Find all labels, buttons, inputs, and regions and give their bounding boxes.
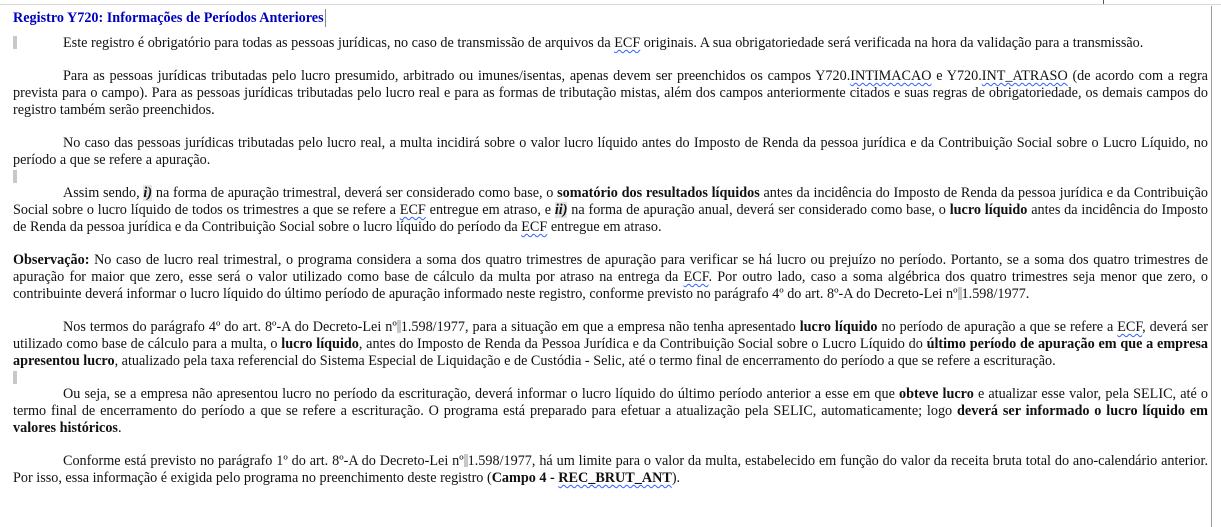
p4-item-i: i) <box>143 185 153 201</box>
p6-text-b: 1.598/1977, para a situação em que a empresa não tenha apresentado <box>400 319 800 335</box>
p4-text-g: entregue em atraso. <box>547 219 662 235</box>
p5-ecf: ECF <box>683 269 709 285</box>
ruler-top-edge <box>0 0 1221 5</box>
formatting-mark <box>13 371 17 384</box>
p4-ecf-2: ECF <box>521 219 548 235</box>
p5-text-b: . Por outro lado, caso a soma algébrica dos quatro trimestres seja menor que zero, o contribuinte deverá informar o lucro líquido do último período de apuração informado neste registro, conforme previsto no parágrafo 4º do art. 8º-A do Decreto-Lei nº <box>13 269 1208 302</box>
page-right-margin-line <box>1211 6 1212 527</box>
p2-field-int-atraso: INT_ATRASO <box>981 68 1068 84</box>
p2-text-a: Para as pessoas jurídicas tributadas pelo lucro presumido, arbitrado ou imunes/isentas, apenas devem ser preenchidos os campos Y720. <box>63 68 851 84</box>
paragraph-7[interactable] <box>13 386 1208 437</box>
ruler-tick <box>1103 0 1104 4</box>
p1-text-b: originais. A sua obrigatoriedade será verificada na hora da validação para a transmissão. <box>640 35 1144 51</box>
p4-item-ii: ii) <box>554 202 568 218</box>
paragraph-2[interactable] <box>13 68 1208 119</box>
p2-field-intimacao: INTIMACAO <box>850 68 932 84</box>
paragraph-8[interactable] <box>13 453 1208 487</box>
paragraph-1[interactable] <box>13 35 1208 52</box>
p4-ecf-1: ECF <box>399 202 426 218</box>
p4-text-d: entregue em atraso, e <box>425 202 555 218</box>
p8-text-b: 1.598/1977, há um limite para o valor da multa, estabelecido em função do valor da receita bruta total do ano-calendário anterior. Por isso, essa informação é exigida pelo programa no preenchimento deste registro ( <box>13 453 1208 486</box>
paragraph-gap <box>13 236 1208 252</box>
p6-text-f: , atualizado pela taxa referencial do Sistema Especial de Liquidação e de Custódia - Selic, até o termo final de encerramento do período a que se refere a escrituração. <box>114 353 1056 369</box>
p6-bold-lucro-1: lucro líquido <box>799 319 878 335</box>
p1-ecf: ECF <box>614 35 641 51</box>
p6-ecf: ECF <box>1117 319 1143 335</box>
p7-bold-obteve-lucro: obteve lucro <box>899 386 974 402</box>
p6-bold-ultimo-periodo: último período de apuração em que a empresa apresentou lucro <box>13 336 1208 369</box>
p2-text-c: (de acordo com a regra prevista para o campo). Para as pessoas jurídicas tributadas pelo lucro real e para as formas de tributação mistas, além dos campos anteriormente citados e suas regras de obrigatoriedade, os demais campos do registro também serão preenchidos. <box>13 68 1208 118</box>
paragraph-5[interactable] <box>13 252 1208 303</box>
p6-text-c: no período de apuração a que se refere a <box>877 319 1118 335</box>
paragraph-6[interactable] <box>13 319 1208 370</box>
p4-bold-somatorio: somatório dos resultados líquidos <box>557 185 760 201</box>
p7-text-a: Ou seja, se a empresa não apresentou lucro no período da escrituração, deverá informar o lucro líquido do último período anterior a esse em que <box>63 386 900 402</box>
p4-text-f: antes da incidência do Imposto de Renda da pessoa jurídica e da Contribuição Social sobre o lucro líquido do período da <box>13 202 1209 235</box>
p5-text-c: 1.598/1977. <box>961 286 1030 302</box>
section-title[interactable]: Registro Y720: Informações de Períodos Anteriores <box>13 10 324 26</box>
p4-text-c: antes da incidência do Imposto de Renda da pessoa jurídica e da Contribuição Social sobre o lucro líquido de todos os trimestres a que se refere a <box>13 185 1208 218</box>
paragraph-4[interactable] <box>13 185 1208 236</box>
p3-text: No caso das pessoas jurídicas tributadas pelo lucro real, a multa incidirá sobre o valor lucro líquido antes do Imposto de Renda da pessoa jurídica e da Contribuição Social sobre o Lucro Líquido, no período a que se refere a apuração. <box>13 135 1208 168</box>
p4-text-e: na forma de apuração anual, deverá ser considerado como base, o <box>567 202 950 218</box>
p6-text-a: Nos termos do parágrafo 4º do art. 8º-A do Decreto-Lei nº <box>63 319 397 335</box>
formatting-mark <box>13 170 17 183</box>
p2-text-b: e Y720. <box>931 68 982 84</box>
p5-label: Observação: <box>13 252 90 268</box>
p6-bold-lucro-2: lucro líquido <box>281 336 359 352</box>
p1-text-a: Este registro é obrigatório para todas as pessoas jurídicas, no caso de transmissão de arquivos da <box>63 35 615 51</box>
p7-text-b: e atualizar esse valor, pela SELIC, até o termo final de encerramento do período a que se refere a escrituração. O programa está preparado para efetuar a atualização pela SELIC, automaticamente; logo <box>13 386 1208 419</box>
paragraph-gap <box>13 437 1208 453</box>
p6-text-e: , antes do Imposto de Renda da Pessoa Jurídica e da Contribuição Social sobre o Lucro Líquido do <box>358 336 927 352</box>
p6-text-d: , deverá ser utilizado como base de cálculo para a multa, o <box>13 319 1208 352</box>
paragraph-gap <box>13 52 1208 68</box>
p8-text-c: ). <box>671 470 681 486</box>
paragraph-3[interactable] <box>13 135 1208 169</box>
document-body <box>13 9 1208 487</box>
p4-bold-lucro: lucro líquido <box>949 202 1028 218</box>
p8-text-a: Conforme está previsto no parágrafo 1º do art. 8º-A do Decreto-Lei nº <box>63 453 464 469</box>
p8-bold-campo: Campo 4 - <box>491 470 559 486</box>
p4-text-a: Assim sendo, <box>63 185 144 201</box>
paragraph-gap <box>13 119 1208 135</box>
p4-text-b: na forma de apuração trimestral, deverá ser considerado como base, o <box>152 185 558 201</box>
p7-text-c: . <box>117 420 122 436</box>
p8-field-rec-brut-ant: REC_BRUT_ANT <box>558 470 672 486</box>
p5-text-a: No caso de lucro real trimestral, o programa considera a soma dos quatro trimestres de apuração para verificar se há lucro ou prejuízo no período. Portanto, se a soma dos quatro trimestres de apuração for maior que zero, esse será o valor utilizado como base de cálculo da multa por atraso na entrega da <box>13 252 1208 285</box>
paragraph-gap <box>13 303 1208 319</box>
p7-bold-historicos: deverá ser informado o lucro líquido em valores históricos <box>13 403 1208 436</box>
